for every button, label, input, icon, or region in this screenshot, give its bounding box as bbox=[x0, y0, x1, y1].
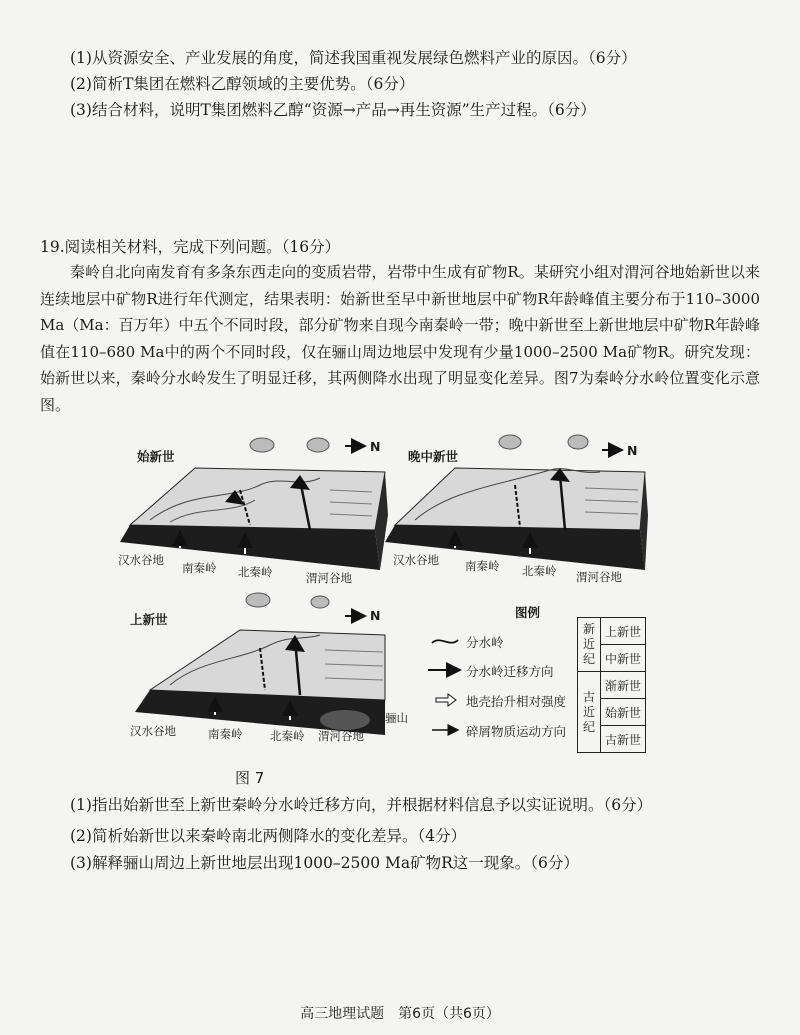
legend-item-debris: 碎屑物质运动方向 bbox=[466, 724, 567, 739]
figure-7 bbox=[0, 430, 800, 790]
era-neogene: 新 近 纪 bbox=[578, 618, 601, 672]
place-hanshui-2: 汉水谷地 bbox=[393, 553, 439, 567]
place-south-qinling-3: 南秦岭 bbox=[208, 727, 243, 741]
question-18-1: (1)从资源安全、产业发展的角度，简述我国重视发展绿色燃料产业的原因。（6分） bbox=[70, 49, 637, 67]
north-label-3: N bbox=[370, 608, 381, 623]
place-weihe-2: 渭河谷地 bbox=[576, 570, 622, 584]
figure-caption: 图 7 bbox=[235, 769, 265, 787]
clouds-late-miocene bbox=[499, 435, 622, 450]
legend-item-migration: 分水岭迁移方向 bbox=[466, 664, 554, 679]
clouds-pliocene bbox=[246, 593, 365, 616]
panel-label-pliocene: 上新世 bbox=[130, 612, 168, 627]
panel-label-late-miocene: 晚中新世 bbox=[408, 449, 459, 464]
legend-title: 图例 bbox=[515, 605, 541, 620]
figure-7-drawing bbox=[0, 430, 800, 790]
epoch-miocene: 中新世 bbox=[601, 645, 646, 672]
question-18-2: (2)简析T集团在燃料乙醇领域的主要优势。（6分） bbox=[70, 75, 415, 93]
material-text: 秦岭自北向南发育有多条东西走向的变质岩带，岩带中生成有矿物R。某研究小组对渭河谷地始新世以来连续地层中矿物R进行年代测定，结果表明：始新世至早中新世地层中矿物R年龄峰值主要分布于110–3000 Ma（Ma：百万年）中五个不同时段，部分矿物来自现今南秦岭一带；晚中新世至上新世地层中矿物R年龄峰值在110–680 Ma中的两个不同时段，仅在骊山周边地层中发现有少量1000–2500 Ma矿物R。研究发现：始新世以来，秦岭分水岭发生了明显迁移，其两侧降水出现了明显变化差异。图7为秦岭分水岭位置变化示意图。 bbox=[40, 263, 760, 414]
place-weihe-1: 渭河谷地 bbox=[306, 571, 352, 585]
place-lishan: 骊山 bbox=[385, 711, 408, 725]
place-north-qinling-1: 北秦岭 bbox=[238, 565, 273, 579]
place-hanshui-3: 汉水谷地 bbox=[130, 724, 176, 738]
question-19-material bbox=[40, 259, 760, 419]
stratigraphic-table bbox=[577, 617, 646, 753]
panel-label-eocene: 始新世 bbox=[137, 449, 175, 464]
block-pliocene bbox=[135, 630, 385, 735]
place-south-qinling-2: 南秦岭 bbox=[465, 559, 500, 573]
place-north-qinling-2: 北秦岭 bbox=[522, 564, 557, 578]
legend-item-divide: 分水岭 bbox=[466, 635, 504, 650]
place-north-qinling-3: 北秦岭 bbox=[270, 729, 305, 743]
place-hanshui-1: 汉水谷地 bbox=[118, 553, 164, 567]
question-19-1: (1)指出始新世至上新世秦岭分水岭迁移方向，并根据材料信息予以实证说明。（6分） bbox=[70, 796, 653, 814]
clouds-eocene bbox=[250, 438, 365, 452]
era-paleogene: 古 近 纪 bbox=[578, 672, 601, 753]
legend-divide-line bbox=[432, 640, 458, 643]
question-19-3: (3)解释骊山周边上新世地层出现1000–2500 Ma矿物R这一现象。（6分） bbox=[70, 854, 579, 872]
question-18-3: (3)结合材料，说明T集团燃料乙醇“资源→产品→再生资源”生产过程。（6分） bbox=[70, 101, 596, 119]
epoch-oligocene: 渐新世 bbox=[601, 672, 646, 699]
north-label-2: N bbox=[627, 443, 638, 458]
question-19-title: 19.阅读相关材料，完成下列问题。（16分） bbox=[40, 238, 341, 256]
legend-symbols bbox=[428, 640, 460, 730]
place-south-qinling-1: 南秦岭 bbox=[182, 561, 217, 575]
page-footer: 高三地理试题 第6页（共6页） bbox=[300, 1006, 500, 1022]
question-19-2: (2)简析始新世以来秦岭南北两侧降水的变化差异。（4分） bbox=[70, 827, 467, 845]
epoch-pliocene: 上新世 bbox=[601, 618, 646, 645]
epoch-eocene: 始新世 bbox=[601, 699, 646, 726]
legend-uplift-arrow bbox=[436, 694, 456, 706]
legend-item-uplift: 地壳抬升相对强度 bbox=[466, 694, 567, 709]
north-label-1: N bbox=[370, 439, 381, 454]
place-weihe-3: 渭河谷地 bbox=[318, 729, 364, 743]
epoch-paleocene: 古新世 bbox=[601, 726, 646, 753]
